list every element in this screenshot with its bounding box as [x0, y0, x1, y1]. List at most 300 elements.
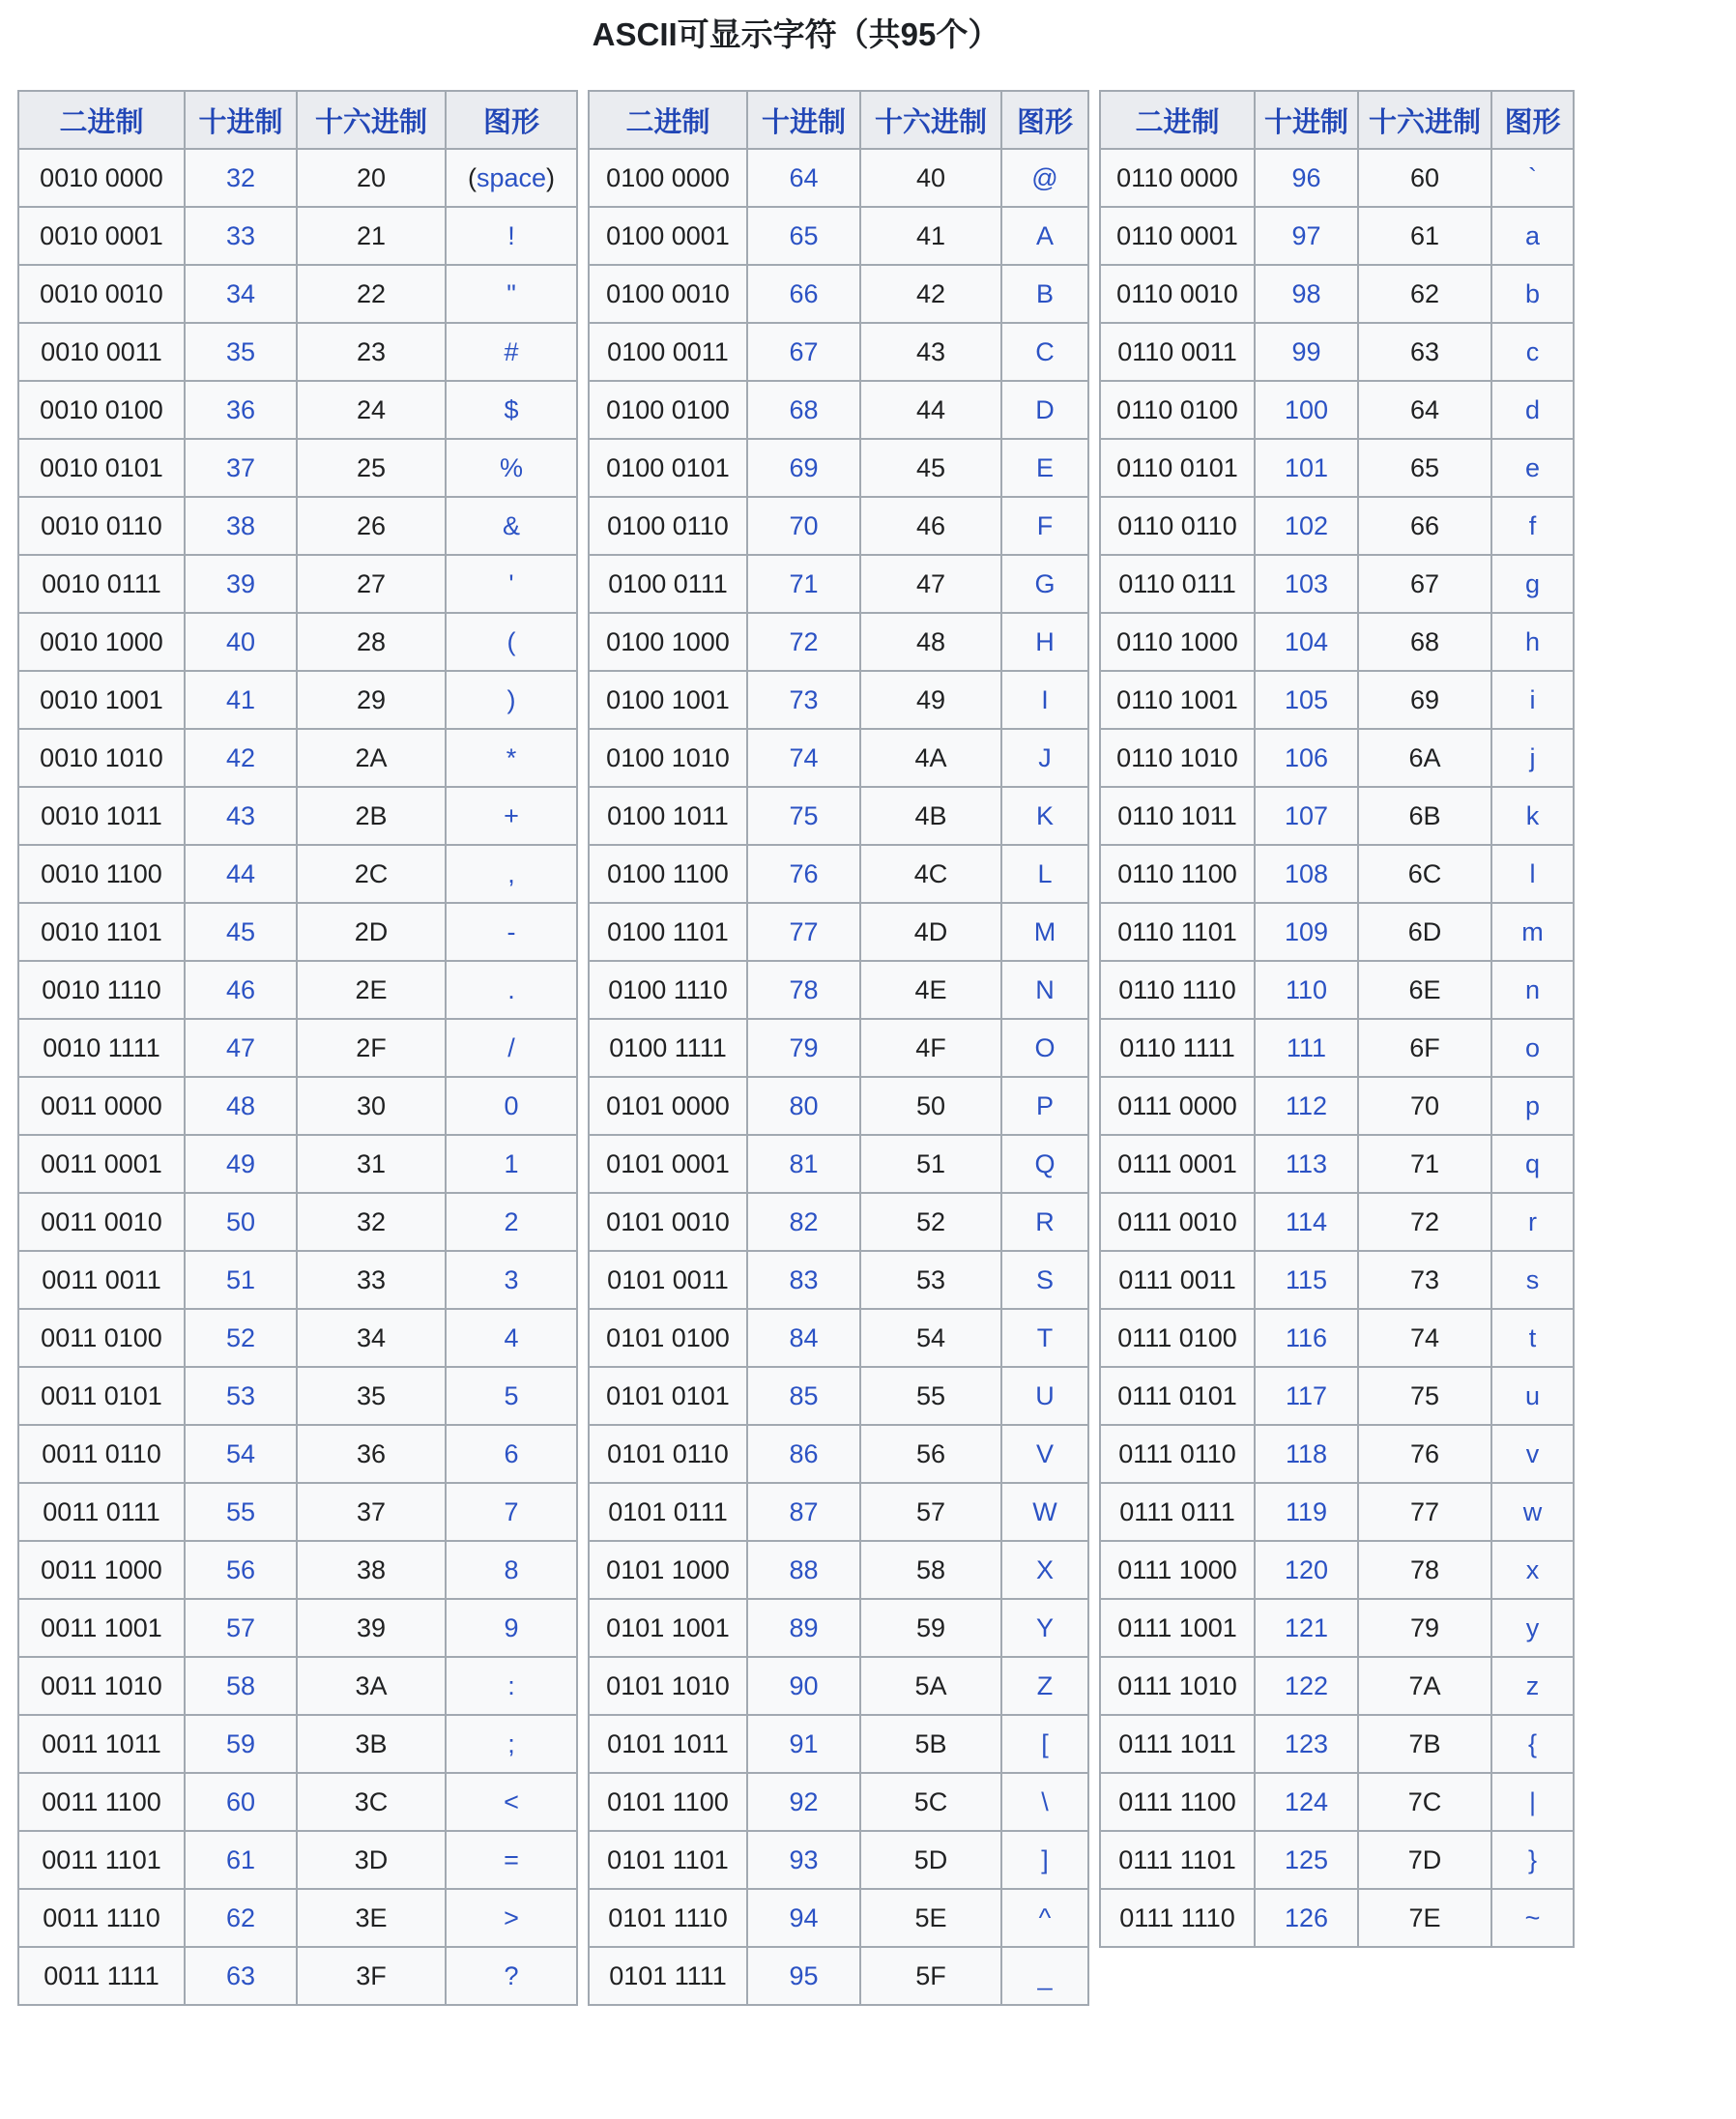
hex-cell: 26 — [297, 497, 446, 555]
decimal-cell — [1255, 1425, 1358, 1483]
glyph-link[interactable]: m — [1521, 916, 1544, 946]
col-header-glyph: 图形 — [1491, 91, 1574, 149]
ascii-row — [18, 1657, 577, 1715]
decimal-link[interactable]: 61 — [225, 1844, 256, 1874]
hex-cell: 70 — [1358, 1077, 1491, 1135]
decimal-cell — [747, 845, 860, 903]
decimal-link[interactable]: 122 — [1284, 1670, 1329, 1700]
header-row — [18, 91, 577, 149]
decimal-link[interactable]: 98 — [1291, 278, 1321, 308]
binary-cell: 0101 1111 — [589, 1947, 747, 2005]
glyph-cell — [446, 613, 577, 671]
glyph-cell — [446, 1251, 577, 1309]
glyph-link[interactable]: z — [1525, 1670, 1540, 1700]
decimal-link[interactable]: 34 — [225, 278, 256, 308]
glyph-cell — [1491, 1541, 1574, 1599]
glyph-link[interactable]: ] — [1041, 1844, 1049, 1874]
glyph-link[interactable]: 2 — [504, 1206, 519, 1236]
binary-cell: 0100 0111 — [589, 555, 747, 613]
glyph-link[interactable]: } — [1527, 1844, 1538, 1874]
decimal-link[interactable]: 39 — [225, 568, 256, 598]
decimal-link[interactable]: 71 — [789, 568, 819, 598]
glyph-link[interactable]: v — [1525, 1438, 1540, 1468]
glyph-link[interactable]: t — [1528, 1322, 1537, 1352]
decimal-link[interactable]: 93 — [789, 1844, 819, 1874]
decimal-link[interactable]: 59 — [225, 1728, 256, 1758]
decimal-cell — [185, 1889, 297, 1947]
glyph-link[interactable]: Y — [1035, 1612, 1054, 1642]
glyph-link[interactable]: j — [1529, 742, 1536, 772]
decimal-link[interactable]: 68 — [789, 394, 819, 424]
decimal-link[interactable]: 90 — [789, 1670, 819, 1700]
glyph-link[interactable]: r — [1528, 1206, 1537, 1236]
glyph-link[interactable]: > — [504, 1902, 519, 1932]
decimal-link[interactable]: 100 — [1284, 394, 1329, 424]
decimal-cell — [1255, 265, 1358, 323]
decimal-link[interactable]: 60 — [225, 1786, 256, 1816]
decimal-link[interactable]: 75 — [789, 800, 819, 830]
glyph-link[interactable]: { — [1527, 1728, 1538, 1758]
glyph-link[interactable]: 1 — [504, 1148, 519, 1178]
decimal-link[interactable]: 78 — [789, 974, 819, 1004]
hex-cell: 71 — [1358, 1135, 1491, 1193]
decimal-link[interactable]: 107 — [1284, 800, 1329, 830]
glyph-link[interactable]: i — [1529, 684, 1536, 714]
binary-cell: 0110 1011 — [1100, 787, 1255, 845]
binary-cell: 0100 1100 — [589, 845, 747, 903]
decimal-link[interactable]: 32 — [225, 162, 256, 192]
glyph-link[interactable]: E — [1035, 452, 1054, 482]
glyph-link[interactable]: $ — [504, 394, 519, 424]
decimal-link[interactable]: 84 — [789, 1322, 819, 1352]
decimal-link[interactable]: 82 — [789, 1206, 819, 1236]
glyph-cell — [446, 265, 577, 323]
decimal-link[interactable]: 113 — [1285, 1148, 1328, 1178]
glyph-link[interactable]: A — [1035, 220, 1054, 250]
decimal-link[interactable]: 108 — [1284, 858, 1329, 888]
decimal-link[interactable]: 101 — [1284, 452, 1329, 482]
glyph-cell — [1491, 1077, 1574, 1135]
ascii-row — [1100, 149, 1574, 207]
glyph-link[interactable]: Q — [1034, 1148, 1056, 1178]
decimal-link[interactable]: 49 — [225, 1148, 256, 1178]
glyph-link[interactable]: k — [1525, 800, 1540, 830]
decimal-link[interactable]: 89 — [789, 1612, 819, 1642]
binary-cell: 0010 0001 — [18, 207, 185, 265]
decimal-link[interactable]: 112 — [1285, 1090, 1328, 1120]
binary-cell: 0110 0011 — [1100, 323, 1255, 381]
decimal-link[interactable]: 91 — [789, 1728, 819, 1758]
decimal-link[interactable]: 46 — [225, 974, 256, 1004]
hex-cell: 7A — [1358, 1657, 1491, 1715]
decimal-link[interactable]: 76 — [789, 858, 819, 888]
decimal-cell — [747, 1773, 860, 1831]
decimal-cell — [747, 1831, 860, 1889]
glyph-link[interactable]: B — [1035, 278, 1054, 308]
ascii-row — [18, 613, 577, 671]
decimal-link[interactable]: 92 — [789, 1786, 819, 1816]
glyph-cell — [446, 1831, 577, 1889]
glyph-link[interactable]: y — [1525, 1612, 1540, 1642]
decimal-link[interactable]: 44 — [225, 858, 256, 888]
glyph-link[interactable]: 3 — [504, 1264, 519, 1294]
binary-cell: 0011 1000 — [18, 1541, 185, 1599]
ascii-row — [1100, 903, 1574, 961]
decimal-link[interactable]: 50 — [225, 1206, 256, 1236]
ascii-row — [1100, 1193, 1574, 1251]
glyph-link[interactable]: V — [1035, 1438, 1054, 1468]
decimal-link[interactable]: 62 — [225, 1902, 256, 1932]
glyph-link[interactable]: + — [504, 800, 519, 830]
decimal-link[interactable]: 57 — [225, 1612, 256, 1642]
glyph-cell — [1491, 439, 1574, 497]
binary-cell: 0100 1011 — [589, 787, 747, 845]
decimal-link[interactable]: 86 — [789, 1438, 819, 1468]
hex-cell: 5F — [860, 1947, 1001, 2005]
decimal-link[interactable]: 35 — [225, 336, 256, 366]
glyph-link[interactable]: ) — [506, 684, 516, 714]
decimal-link[interactable]: 103 — [1284, 568, 1329, 598]
glyph-link[interactable]: M — [1033, 916, 1056, 946]
hex-cell: 2B — [297, 787, 446, 845]
decimal-link[interactable]: 105 — [1284, 684, 1329, 714]
glyph-link[interactable]: G — [1034, 568, 1056, 598]
binary-cell: 0110 0100 — [1100, 381, 1255, 439]
glyph-link[interactable]: . — [507, 974, 515, 1004]
hex-cell: 52 — [860, 1193, 1001, 1251]
ascii-row — [1100, 1367, 1574, 1425]
decimal-link[interactable]: 74 — [789, 742, 819, 772]
glyph-cell — [1491, 1715, 1574, 1773]
glyph-cell — [1001, 555, 1088, 613]
decimal-link[interactable]: 47 — [225, 1032, 256, 1062]
glyph-link[interactable]: L — [1037, 858, 1053, 888]
glyph-link[interactable]: [ — [1041, 1728, 1049, 1758]
decimal-link[interactable]: 97 — [1291, 220, 1321, 250]
binary-cell: 0111 1000 — [1100, 1541, 1255, 1599]
decimal-link[interactable]: 119 — [1285, 1496, 1328, 1526]
glyph-link[interactable]: C — [1035, 336, 1055, 366]
glyph-link[interactable]: , — [507, 858, 515, 888]
binary-cell: 0010 0110 — [18, 497, 185, 555]
glyph-link[interactable]: D — [1035, 394, 1055, 424]
binary-cell: 0110 1110 — [1100, 961, 1255, 1019]
glyph-link[interactable]: S — [1035, 1264, 1054, 1294]
decimal-link[interactable]: 114 — [1285, 1206, 1328, 1236]
decimal-link[interactable]: 117 — [1285, 1380, 1328, 1410]
glyph-link[interactable]: p — [1524, 1090, 1541, 1120]
glyph-link[interactable]: Z — [1036, 1670, 1054, 1700]
glyph-link[interactable]: h — [1524, 626, 1541, 656]
glyph-link[interactable]: J — [1038, 742, 1052, 772]
glyph-link[interactable]: % — [499, 452, 523, 482]
binary-cell: 0111 1001 — [1100, 1599, 1255, 1657]
decimal-link[interactable]: 110 — [1285, 974, 1328, 1004]
binary-cell: 0010 1111 — [18, 1019, 185, 1077]
glyph-cell — [1491, 1135, 1574, 1193]
glyph-cell — [1001, 1657, 1088, 1715]
decimal-link[interactable]: 121 — [1284, 1612, 1329, 1642]
glyph-link[interactable]: 9 — [504, 1612, 519, 1642]
decimal-link[interactable]: 88 — [789, 1554, 819, 1584]
glyph-link[interactable]: s — [1525, 1264, 1540, 1294]
glyph-link[interactable]: ? — [504, 1960, 519, 1990]
glyph-cell — [1491, 149, 1574, 207]
decimal-link[interactable]: 43 — [225, 800, 256, 830]
decimal-link[interactable]: 73 — [789, 684, 819, 714]
decimal-link[interactable]: 77 — [789, 916, 819, 946]
ascii-row — [589, 1657, 1088, 1715]
glyph-link[interactable]: ^ — [1038, 1902, 1052, 1932]
glyph-link[interactable]: X — [1035, 1554, 1054, 1584]
hex-cell: 32 — [297, 1193, 446, 1251]
decimal-link[interactable]: 104 — [1284, 626, 1329, 656]
glyph-link[interactable]: 5 — [504, 1380, 519, 1410]
decimal-link[interactable]: 115 — [1285, 1264, 1328, 1294]
decimal-link[interactable]: 69 — [789, 452, 819, 482]
glyph-link[interactable]: < — [504, 1786, 519, 1816]
col-header-decimal: 十进制 — [1255, 91, 1358, 149]
hex-cell: 4C — [860, 845, 1001, 903]
decimal-link[interactable]: 102 — [1284, 510, 1329, 540]
glyph-link[interactable]: - — [506, 916, 516, 946]
glyph-link[interactable]: q — [1524, 1148, 1541, 1178]
decimal-link[interactable]: 83 — [789, 1264, 819, 1294]
hex-cell: 56 — [860, 1425, 1001, 1483]
decimal-link[interactable]: 85 — [789, 1380, 819, 1410]
glyph-cell — [1001, 903, 1088, 961]
decimal-link[interactable]: 123 — [1284, 1728, 1329, 1758]
glyph-link[interactable]: & — [502, 510, 520, 540]
decimal-link[interactable]: 55 — [225, 1496, 256, 1526]
decimal-cell — [747, 671, 860, 729]
decimal-link[interactable]: 45 — [225, 916, 256, 946]
glyph-link[interactable]: W — [1032, 1496, 1057, 1526]
hex-cell: 40 — [860, 149, 1001, 207]
binary-cell: 0100 1000 — [589, 613, 747, 671]
ascii-row — [589, 207, 1088, 265]
decimal-link[interactable]: 96 — [1291, 162, 1321, 192]
glyph-link[interactable]: x — [1525, 1554, 1540, 1584]
hex-cell: 29 — [297, 671, 446, 729]
hex-cell: 39 — [297, 1599, 446, 1657]
decimal-cell — [185, 729, 297, 787]
glyph-link[interactable]: space — [476, 162, 547, 192]
decimal-link[interactable]: 41 — [225, 684, 256, 714]
ascii-row — [1100, 961, 1574, 1019]
glyph-link[interactable]: ( — [506, 626, 516, 656]
glyph-link[interactable]: = — [504, 1844, 519, 1874]
glyph-link[interactable]: f — [1528, 510, 1537, 540]
decimal-link[interactable]: 42 — [225, 742, 256, 772]
glyph-link[interactable]: | — [1528, 1786, 1536, 1816]
glyph-link[interactable]: u — [1524, 1380, 1541, 1410]
decimal-link[interactable]: 99 — [1291, 336, 1321, 366]
decimal-link[interactable]: 52 — [225, 1322, 256, 1352]
glyph-link[interactable]: / — [507, 1032, 515, 1062]
hex-cell: 43 — [860, 323, 1001, 381]
glyph-link[interactable]: _ — [1037, 1960, 1053, 1990]
ascii-row — [18, 265, 577, 323]
decimal-link[interactable]: 63 — [225, 1960, 256, 1990]
glyph-link[interactable]: l — [1529, 858, 1536, 888]
decimal-link[interactable]: 66 — [789, 278, 819, 308]
decimal-link[interactable]: 94 — [789, 1902, 819, 1932]
decimal-link[interactable]: 116 — [1285, 1322, 1328, 1352]
glyph-link[interactable]: 4 — [504, 1322, 519, 1352]
decimal-link[interactable]: 109 — [1284, 916, 1329, 946]
glyph-cell — [1001, 1715, 1088, 1773]
decimal-cell — [185, 1773, 297, 1831]
decimal-cell — [185, 845, 297, 903]
glyph-link[interactable]: b — [1524, 278, 1541, 308]
binary-cell: 0101 1101 — [589, 1831, 747, 1889]
glyph-link[interactable]: P — [1035, 1090, 1054, 1120]
binary-cell: 0111 0100 — [1100, 1309, 1255, 1367]
hex-cell: 45 — [860, 439, 1001, 497]
glyph-link[interactable]: n — [1524, 974, 1541, 1004]
ascii-table-64-95 — [588, 90, 1089, 2006]
decimal-link[interactable]: 87 — [789, 1496, 819, 1526]
hex-cell: 57 — [860, 1483, 1001, 1541]
decimal-link[interactable]: 40 — [225, 626, 256, 656]
decimal-link[interactable]: 95 — [789, 1960, 819, 1990]
glyph-link[interactable]: o — [1524, 1032, 1541, 1062]
ascii-row — [1100, 729, 1574, 787]
hex-cell: 30 — [297, 1077, 446, 1135]
glyph-cell — [1001, 787, 1088, 845]
decimal-link[interactable]: 54 — [225, 1438, 256, 1468]
ascii-row — [1100, 1773, 1574, 1831]
glyph-link[interactable]: 8 — [504, 1554, 519, 1584]
glyph-link[interactable]: w — [1522, 1496, 1543, 1526]
glyph-link[interactable]: " — [506, 278, 516, 308]
glyph-cell — [1491, 613, 1574, 671]
hex-cell: 47 — [860, 555, 1001, 613]
decimal-link[interactable]: 124 — [1284, 1786, 1329, 1816]
decimal-cell — [185, 323, 297, 381]
glyph-link[interactable]: g — [1524, 568, 1541, 598]
glyph-link[interactable]: # — [504, 336, 519, 366]
decimal-link[interactable]: 118 — [1285, 1438, 1328, 1468]
decimal-link[interactable]: 53 — [225, 1380, 256, 1410]
col-header-binary: 二进制 — [589, 91, 747, 149]
glyph-link[interactable]: : — [507, 1670, 515, 1700]
hex-cell: 21 — [297, 207, 446, 265]
glyph-link[interactable]: ` — [1528, 162, 1537, 192]
glyph-cell — [1001, 1309, 1088, 1367]
binary-cell: 0011 0010 — [18, 1193, 185, 1251]
decimal-link[interactable]: 67 — [789, 336, 819, 366]
decimal-link[interactable]: 38 — [225, 510, 256, 540]
hex-cell: 6A — [1358, 729, 1491, 787]
decimal-link[interactable]: 81 — [789, 1148, 819, 1178]
decimal-link[interactable]: 126 — [1284, 1902, 1329, 1932]
decimal-cell — [1255, 1715, 1358, 1773]
glyph-link[interactable]: N — [1035, 974, 1055, 1004]
glyph-link[interactable]: * — [506, 742, 517, 772]
decimal-link[interactable]: 36 — [225, 394, 256, 424]
ascii-row — [1100, 1077, 1574, 1135]
decimal-link[interactable]: 48 — [225, 1090, 256, 1120]
decimal-link[interactable]: 106 — [1284, 742, 1329, 772]
glyph-link[interactable]: a — [1524, 220, 1541, 250]
glyph-link[interactable]: d — [1524, 394, 1541, 424]
decimal-link[interactable]: 65 — [789, 220, 819, 250]
hex-cell: 6C — [1358, 845, 1491, 903]
binary-cell: 0010 1010 — [18, 729, 185, 787]
decimal-cell — [747, 729, 860, 787]
hex-cell: 6D — [1358, 903, 1491, 961]
decimal-link[interactable]: 37 — [225, 452, 256, 482]
glyph-link[interactable]: O — [1034, 1032, 1056, 1062]
decimal-link[interactable]: 72 — [789, 626, 819, 656]
decimal-link[interactable]: 51 — [225, 1264, 256, 1294]
glyph-link[interactable]: I — [1041, 684, 1049, 714]
decimal-link[interactable]: 70 — [789, 510, 819, 540]
hex-cell: 41 — [860, 207, 1001, 265]
glyph-link[interactable]: c — [1525, 336, 1540, 366]
glyph-link[interactable]: U — [1035, 1380, 1055, 1410]
ascii-row — [18, 1773, 577, 1831]
glyph-link[interactable]: R — [1035, 1206, 1055, 1236]
glyph-link[interactable]: H — [1035, 626, 1055, 656]
decimal-cell — [1255, 555, 1358, 613]
hex-cell: 62 — [1358, 265, 1491, 323]
header-row — [589, 91, 1088, 149]
glyph-link[interactable]: T — [1036, 1322, 1054, 1352]
decimal-link[interactable]: 111 — [1286, 1032, 1327, 1062]
decimal-link[interactable]: 58 — [225, 1670, 256, 1700]
decimal-cell — [747, 1541, 860, 1599]
binary-cell: 0111 1101 — [1100, 1831, 1255, 1889]
hex-cell: 51 — [860, 1135, 1001, 1193]
glyph-link[interactable]: ~ — [1524, 1902, 1541, 1932]
decimal-link[interactable]: 33 — [225, 220, 256, 250]
decimal-link[interactable]: 120 — [1284, 1554, 1329, 1584]
ascii-row — [18, 497, 577, 555]
col-header-hex: 十六进制 — [1358, 91, 1491, 149]
binary-cell: 0010 0100 — [18, 381, 185, 439]
hex-cell: 76 — [1358, 1425, 1491, 1483]
glyph-link[interactable]: K — [1035, 800, 1054, 830]
glyph-link[interactable]: @ — [1031, 162, 1058, 192]
glyph-link[interactable]: e — [1524, 452, 1541, 482]
glyph-link[interactable]: F — [1036, 510, 1054, 540]
glyph-link[interactable]: ! — [507, 220, 515, 250]
decimal-cell — [185, 787, 297, 845]
decimal-link[interactable]: 56 — [225, 1554, 256, 1584]
glyph-link[interactable]: 7 — [504, 1496, 519, 1526]
glyph-link[interactable]: \ — [1041, 1786, 1049, 1816]
ascii-row — [1100, 613, 1574, 671]
decimal-link[interactable]: 79 — [789, 1032, 819, 1062]
decimal-link[interactable]: 64 — [789, 162, 819, 192]
glyph-link[interactable]: 6 — [504, 1438, 519, 1468]
glyph-link[interactable]: ; — [507, 1728, 515, 1758]
binary-cell: 0011 1010 — [18, 1657, 185, 1715]
glyph-link[interactable]: ' — [508, 568, 514, 598]
decimal-link[interactable]: 80 — [789, 1090, 819, 1120]
binary-cell: 0111 0000 — [1100, 1077, 1255, 1135]
binary-cell: 0111 0010 — [1100, 1193, 1255, 1251]
glyph-cell — [446, 1947, 577, 2005]
glyph-link[interactable]: 0 — [504, 1090, 519, 1120]
binary-cell: 0011 0011 — [18, 1251, 185, 1309]
ascii-row — [18, 381, 577, 439]
decimal-link[interactable]: 125 — [1284, 1844, 1329, 1874]
glyph-cell — [1001, 1541, 1088, 1599]
